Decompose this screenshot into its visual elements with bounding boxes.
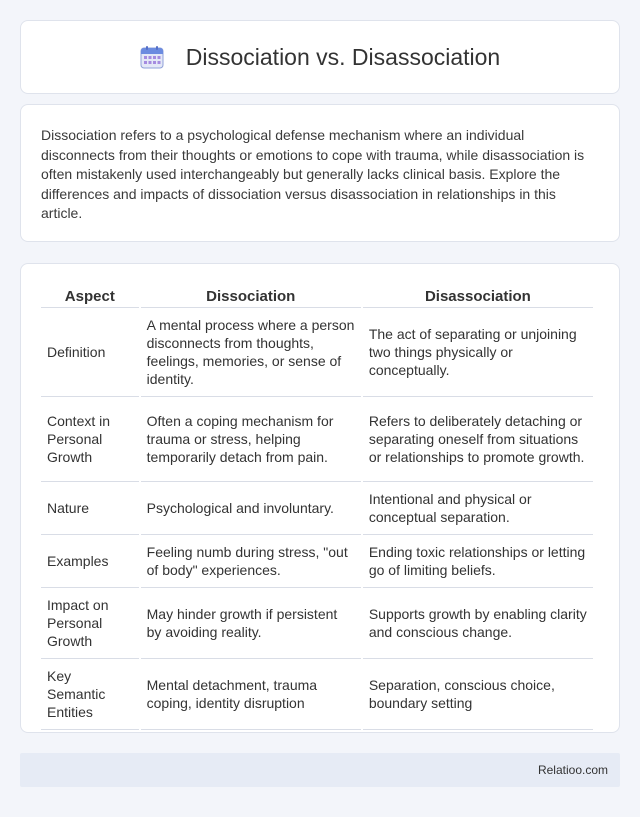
comparison-card <box>20 263 620 733</box>
dissociation-cell: May hinder growth if persistent by avoiding reality. <box>141 588 361 659</box>
table-header-row <box>41 284 593 308</box>
dissociation-cell: Mental detachment, trauma coping, identity disruption <box>141 659 361 730</box>
disassociation-cell: Separation, conscious choice, boundary setting <box>363 659 593 730</box>
column-header-aspect: Aspect <box>41 284 139 308</box>
intro-card <box>20 104 620 242</box>
table-row <box>41 535 593 588</box>
page-title: Dissociation vs. Disassociation <box>185 43 501 70</box>
dissociation-cell: A mental process where a person disconnects from thoughts, feelings, memories, or sense of identity. <box>141 308 361 397</box>
footer-site-link[interactable]: Relatioo.com <box>537 763 608 777</box>
aspect-cell: Key Semantic Entities <box>41 659 139 730</box>
table-row <box>41 397 593 482</box>
disassociation-cell: Intentional and physical or conceptual separation. <box>363 482 593 535</box>
disassociation-cell: Ending toxic relationships or letting go of limiting beliefs. <box>363 535 593 588</box>
column-header-disassociation: Disassociation <box>363 284 593 308</box>
dissociation-cell: Often a coping mechanism for trauma or stress, helping temporarily detach from pain. <box>141 397 361 482</box>
dissociation-cell: Psychological and involuntary. <box>141 482 361 535</box>
disassociation-cell: Supports growth by enabling clarity and conscious change. <box>363 588 593 659</box>
table-row <box>41 308 593 397</box>
aspect-cell: Examples <box>41 535 139 588</box>
dissociation-cell: Feeling numb during stress, "out of body" experiences. <box>141 535 361 588</box>
disassociation-cell: The act of separating or unjoining two things physically or conceptually. <box>363 308 593 397</box>
comparison-table <box>39 284 595 730</box>
table-row <box>41 482 593 535</box>
calendar-icon <box>140 45 164 69</box>
aspect-cell: Context in Personal Growth <box>41 397 139 482</box>
title-card <box>20 20 620 94</box>
column-header-dissociation: Dissociation <box>141 284 361 308</box>
table-row <box>41 588 593 659</box>
aspect-cell: Impact on Personal Growth <box>41 588 139 659</box>
intro-text: Dissociation refers to a psychological defense mechanism where an individual disconnects from their thoughts or emotions to cope with trauma, while disassociation is often mistakenly used interchangeably but generally lacks clinical basis. Explore the differences and impacts of dissociation versus disassociation in relationships in this article. <box>41 127 585 222</box>
aspect-cell: Nature <box>41 482 139 535</box>
footer <box>20 753 620 787</box>
aspect-cell: Definition <box>41 308 139 397</box>
table-row <box>41 659 593 730</box>
disassociation-cell: Refers to deliberately detaching or separating oneself from situations or relationships to promote growth. <box>363 397 593 482</box>
